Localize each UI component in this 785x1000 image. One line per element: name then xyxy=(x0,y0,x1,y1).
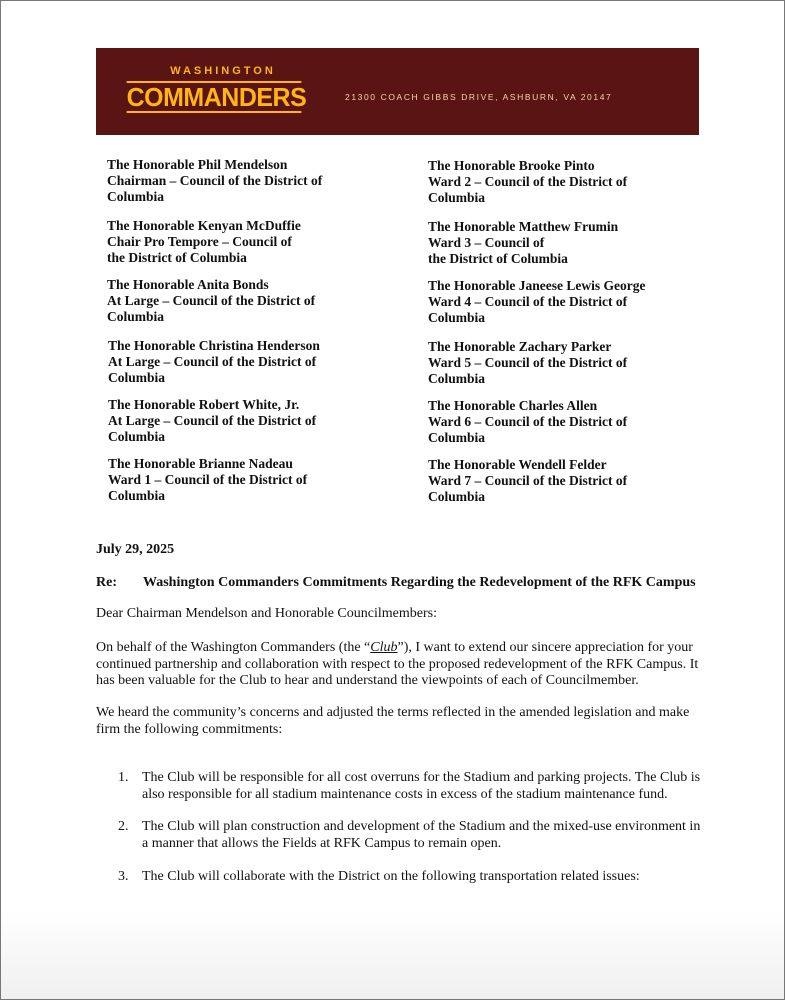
logo-wordmark-main: COMMANDERS xyxy=(126,82,307,112)
recipient-title: Ward 4 – Council of the District of xyxy=(428,294,628,309)
recipient-name: The Honorable Brianne Nadeau xyxy=(108,456,293,471)
recipient-name: The Honorable Wendell Felder xyxy=(428,457,607,472)
letter-date: July 29, 2025 xyxy=(96,542,175,557)
recipient-name: The Honorable Christina Henderson xyxy=(108,338,320,353)
recipient-title-cont: Columbia xyxy=(428,489,486,504)
recipient-block xyxy=(428,278,728,326)
recipient-title-cont: Columbia xyxy=(428,430,486,445)
recipient-name: The Honorable Janeese Lewis George xyxy=(428,278,646,293)
recipient-title-cont: Columbia xyxy=(108,488,166,503)
recipient-block xyxy=(428,457,728,505)
list-item-number: 2. xyxy=(118,819,129,834)
list-item-text: The Club will plan construction and development of the Stadium and the mixed-use environment in a manner that allows the Fields at RFK Campus to remain open. xyxy=(142,819,701,851)
letterhead-banner xyxy=(96,48,699,135)
recipient-block xyxy=(428,339,728,387)
recipient-title: Chair Pro Tempore – Council of xyxy=(107,234,292,249)
defined-term-club: Club xyxy=(370,640,398,655)
list-item-text: The Club will collaborate with the District on the following transportation related issues: xyxy=(142,869,640,884)
recipient-name: The Honorable Phil Mendelson xyxy=(107,157,288,172)
recipient-title: Ward 3 – Council of xyxy=(428,235,545,250)
re-subject: Washington Commanders Commitments Regarding the Redevelopment of the RFK Campus xyxy=(143,575,696,590)
recipient-title-cont: Columbia xyxy=(428,190,486,205)
recipient-name: The Honorable Charles Allen xyxy=(428,398,598,413)
recipient-title-cont: Columbia xyxy=(107,189,165,204)
list-item-number: 3. xyxy=(118,869,129,884)
recipient-name: The Honorable Anita Bonds xyxy=(107,277,269,292)
recipient-title: Ward 7 – Council of the District of xyxy=(428,473,628,488)
list-item-number: 1. xyxy=(118,770,129,785)
recipient-name: The Honorable Kenyan McDuffie xyxy=(107,218,301,233)
recipient-title: Ward 2 – Council of the District of xyxy=(428,174,628,189)
paragraph-intro xyxy=(96,640,702,690)
recipient-name: The Honorable Matthew Frumin xyxy=(428,219,619,234)
recipient-title: Chairman – Council of the District of xyxy=(107,173,323,188)
recipient-block xyxy=(107,218,407,266)
recipient-block xyxy=(108,397,408,445)
recipient-title-cont: the District of Columbia xyxy=(107,250,247,265)
recipient-name: The Honorable Zachary Parker xyxy=(428,339,612,354)
list-item-text: The Club will be responsible for all cost overruns for the Stadium and parking projects. The Club is also responsible for all stadium maintenance costs in excess of the stadium maintenance fund. xyxy=(142,770,701,802)
recipient-block xyxy=(428,158,728,206)
recipient-title: At Large – Council of the District of xyxy=(108,413,317,428)
letterhead-address: 21300 COACH GIBBS DRIVE, ASHBURN, VA 20147 xyxy=(345,92,613,102)
recipient-name: The Honorable Brooke Pinto xyxy=(428,158,595,173)
paragraph-commitments: We heard the community’s concerns and adjusted the terms reflected in the amended legislation and make firm the following commitments: xyxy=(96,705,690,737)
recipient-title-cont: Columbia xyxy=(108,429,166,444)
paragraph-intro-start: On behalf of the Washington Commanders (the “ xyxy=(96,640,371,655)
salutation: Dear Chairman Mendelson and Honorable Councilmembers: xyxy=(96,606,437,621)
recipient-title-cont: the District of Columbia xyxy=(428,251,568,266)
logo-wordmark-top: WASHINGTON xyxy=(170,65,276,77)
recipient-block xyxy=(108,338,408,386)
recipient-block xyxy=(108,456,408,504)
recipient-title: At Large – Council of the District of xyxy=(107,293,316,308)
recipient-name: The Honorable Robert White, Jr. xyxy=(108,397,300,412)
recipient-title-cont: Columbia xyxy=(108,370,166,385)
recipient-title-cont: Columbia xyxy=(107,309,165,324)
recipient-block xyxy=(428,398,728,446)
recipient-title: Ward 5 – Council of the District of xyxy=(428,355,628,370)
recipient-block xyxy=(107,157,407,205)
recipient-title-cont: Columbia xyxy=(428,310,486,325)
recipient-block xyxy=(428,219,728,267)
recipient-title: At Large – Council of the District of xyxy=(108,354,317,369)
recipient-title-cont: Columbia xyxy=(428,371,486,386)
recipient-title: Ward 6 – Council of the District of xyxy=(428,414,628,429)
recipient-title: Ward 1 – Council of the District of xyxy=(108,472,308,487)
recipient-block xyxy=(107,277,407,325)
re-label: Re: xyxy=(96,575,117,590)
paragraph-intro-end: ”), I want to extend our sincere appreciation for your continued partnership and collaboration with respect to the proposed redevelopment of the RFK Campus. It has been valuable for the Club to hear and understand the viewpoints of each of Councilmember. xyxy=(96,640,699,688)
